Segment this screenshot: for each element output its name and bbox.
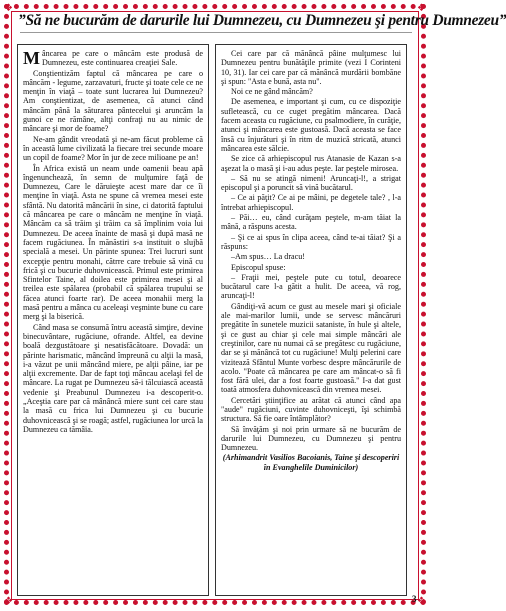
paragraph: – Şi ce ai spus în clipa aceea, când te-ai tăiat? Şi a răspuns: — [221, 232, 401, 251]
first-paragraph — [23, 49, 203, 68]
paragraph: Noi ce ne gând mâncăm? — [231, 87, 313, 97]
paragraph: – Să nu se atingă nimeni! Aruncaţi-l!, a strigat episcopul şi a poruncit să vină bucătarul. — [221, 173, 401, 193]
paragraph: Se zice că arhiepiscopul rus Atanasie de Kazan s-a aşezat la o masă şi i-au adus peşte. Iar peştele mirosea. — [221, 154, 401, 173]
paragraph: – Păi… eu, când curăţam peştele, m-am tăiat la mână, a răspuns acesta. — [221, 213, 401, 232]
paragraph: Cei care par că mănâncă pâine mulţumesc lui Dumnezeu pentru bunătăţile primite (vezi I Corinteni 10, 31). Iar cei care par că mănâncă murdării bombăne şi spun: "Asta e bună, asta nu". — [221, 49, 401, 86]
drop-cap: M — [23, 48, 40, 68]
paragraph: De asemenea, e important şi cum, cu ce dispoziţie sufletească, cu ce cuget pregătim mâncarea. Dacă facem aceasta cu rugăciune, cu psalmodiere, în curăţie, atunci şi mâncarea este gustoasă. Dacă aceasta se face însă cu înjurături şi în ritm de muzică stricată, atunci mâncarea este sălcie. — [221, 97, 401, 153]
paragraph: –Am spus… La dracu! — [231, 252, 305, 262]
corner-ornament-icon: ❖ — [417, 3, 426, 14]
paragraph: Să învăţăm şi noi prin urmare să ne bucurăm de darurile lui Dumnezeu, cu Dumnezeu şi pentru Dumnezeu. — [221, 424, 401, 453]
right-column — [215, 44, 407, 596]
paragraph: Conştientizăm faptul că mâncarea pe care o mâncăm - legume, zarzavaturi, fructe şi toate cele ce ne menţin în viaţă – toate sunt lucrarea lui Dumnezeu? Am conştientizat, de asemenea, că atunci când mâncăm până la săturarea pântecelui şi aruncăm la gunoi ce ne rămâne, altţi confraţi nu au nimic de mâncare şi mor de foame? — [23, 68, 203, 134]
corner-ornament-icon: ❖ — [4, 596, 13, 607]
paragraph: Gândiţi-vă acum ce gust au mesele mari şi oficiale ale mai-marilor lumii, unde se servesc mâncăruri pregătite în sunetele muzicii sataniste, în hule şi altele, şi ce gust au chiar şi cele mai simple mâncări ale creştinilor, care nu numai că se pregătesc cu rugăciune, dar se şi mănâncă tot cu rugăciune! Mulţi pelerini care vizitează Sfântul Munte vorbesc despre mâncărurile de acolo. "Poate că mâncarea pe care am mâncat-o să fi fost fără ulei, dar a fost foarte gustoasă." I-a dat gust toată atmosfera duhovnicească din vremea mesei. — [221, 301, 401, 395]
title-divider — [20, 32, 412, 33]
corner-ornament-icon: ❖ — [4, 3, 13, 14]
paragraph: În Africa există un neam unde oamenii beau apă îngenunchează, în semn de mulţumire faţă de Dumnezeu, Care le dăruieşte acest mare dar ce îi menţine în viaţă. Asta ne spune că vremea mesei este sfântă. Nu datorită mâncării în sine, ci datorită faptului că mâncarea pe care o mâncăm ne menţine în viaţă. Mâncăm ca să trăim şi trăim ca să împlinim voia lui Dumnezeu. De aceea înainte de masă şi după masă ne facem rugăciunea. În mănăstiri s-a instituit o slujbă specială a mesei. Un părinte spunea: Trei lucruri sunt excepţie pentru monahi, cătrre care trebuie să vină cu frică şi cu bucurie duhovnicească. Primul este primirea Sfintelor Taine, al doilea este primirea mesei şi al treilea este spălarea (probabil că spălarea trupului se făcea atunci foarte rar). De aceea monahii merg la masă pentru a mânca cu aceleaşi veşminte bune cu care merg şi la biserică. — [23, 163, 203, 322]
signature: (Arhimandrit Vasilios Bacoianis, Taine şi descoperiri în Evanghelile Duminicilor) — [222, 453, 400, 472]
corner-ornament-icon: ❖ — [417, 596, 426, 607]
first-paragraph-text: âncarea pe care o mâncăm este produsă de Dumnezeu, este continuarea creaţiei Sale. — [42, 49, 203, 68]
paragraph: Ne-am gândit vreodată şi ne-am făcut probleme că în această lume civilizată la fiecare trei secunde moare un copil de foame? Mor în jur de zece milioane pe an! — [23, 134, 203, 163]
paragraph: – Ce ai păţit? Ce ai pe mâini, pe degetele tale? , l-a întrebat arhiepiscopul. — [221, 193, 401, 212]
page-title: ”Să ne bucurăm de darurile lui Dumnezeu, cu Dumnezeu şi pentru Dumnezeu” — [18, 12, 506, 29]
paragraph: Când masa se consumă întru această simţire, devine binecuvântare, rugăciune, ofrande. Altfel, ea devine boală dezgustătoare şi nesatisfăcătoare. Dovadă: un părinte harismatic, mâncând împreună cu alţii la masă, i-a văzut pe unii mâncând miere, pe alţii pâine, iar pe alţii excremente. Dar de fapt toţi mâncau acelaşi fel de mâncare. La rugat pe Dumnezeu să-i tălcuiască această vedenie şi Preabunul Dumnezeu i-a descoperit-o. „Aceştia care par că mânâncă miere sunt cei care stau la masă cu frica lui Dumnezeu şi cu bucurie duhovnicească şi se roagă; astfel, rugăciunea lor urcă la Dumnezeu ca tămâia. — [23, 322, 204, 434]
paragraph: – Fraţii mei, peştele pute cu totul, deoarece bucătarul care l-a gătit a hulit. De aceea, vă rog, aruncaţi-l! — [221, 272, 401, 301]
paragraph: Episcopul spuse: — [231, 262, 286, 272]
page-number: 3 — [412, 594, 417, 604]
left-column — [17, 44, 209, 596]
paragraph: Cercetări ştiinţifice au arătat că atunci când apa "aude" rugăciuni, cuvinte duhovniceşti, îşi schimbă structura. Să fie oare întâmplător? — [221, 395, 401, 424]
